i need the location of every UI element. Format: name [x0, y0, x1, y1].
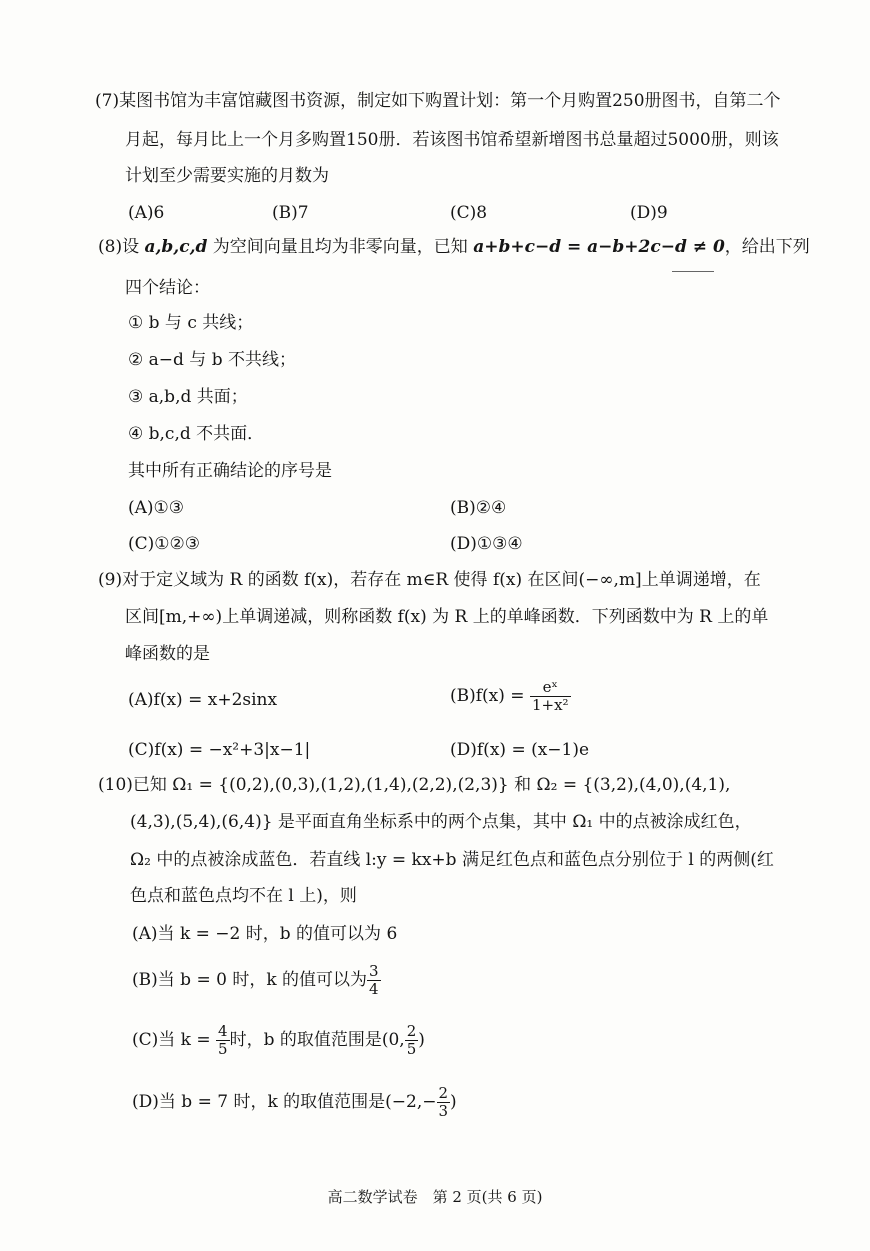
q9-option-a: (A)f(x) = x+2sinx	[128, 690, 278, 710]
q7-option-b: (B)7	[272, 203, 309, 223]
q10-option-c-fraction-b: $\frac{2}{5}$	[406, 1022, 417, 1058]
q8-conclusion-4: ④ b,c,d 不共面．	[128, 424, 265, 444]
q8-line1: (8)设 a,b,c,d 为空间向量且均为非零向量，已知 a+b+c−d = a−b+2c−d ≠ 0，给出下列	[98, 237, 810, 257]
q9-option-b-fraction: $\frac{\text{eˣ}}{\text{1+x²}}$	[531, 678, 569, 714]
q7-line1: (7)某图书馆为丰富馆藏图书资源，制定如下购置计划：第一个月购置250册图书，自第二个	[95, 91, 781, 111]
q8-conclusion-3: ③ a,b,d 共面；	[128, 387, 248, 407]
q10-line4: 色点和蓝色点均不在 l 上)，则	[130, 886, 357, 906]
q8-conclusion-2: ② a−d 与 b 不共线；	[128, 350, 296, 370]
q10-line2: (4,3),(5,4),(6,4)} 是平面直角坐标系中的两个点集，其中 Ω₁ 中的点被涂成红色，	[130, 812, 752, 832]
q7-option-c: (C)8	[450, 203, 488, 223]
q9-option-d: (D)f(x) = (x−1)e	[450, 740, 590, 760]
q10-option-b-fraction: $\frac{3}{4}$	[369, 962, 379, 998]
q9-option-c: (C)f(x) = −x²+3|x−1|	[128, 740, 311, 760]
q7-option-d: (D)9	[630, 203, 668, 223]
q9-line1: (9)对于定义域为 R 的函数 f(x)，若存在 m∈R 使得 f(x) 在区间(−∞,m]上单调递增，在	[98, 570, 761, 590]
q7-line3: 计划至少需要实施的月数为	[125, 166, 329, 186]
q9-line3: 峰函数的是	[125, 644, 210, 664]
q9-line2: 区间[m,+∞)上单调递减，则称函数 f(x) 为 R 上的单峰函数．下列函数中为 R 上的单	[125, 607, 769, 627]
q8-option-b: (B)②④	[450, 498, 507, 518]
q8-option-a: (A)①③	[128, 498, 185, 518]
page-footer: 高二数学试卷 第 2 页(共 6 页)	[327, 1188, 543, 1206]
q10-option-b: (B)当 b = 0 时，k 的值可以为 $\frac{3}{4}$	[132, 962, 379, 998]
q7-line2: 月起，每月比上一个月多购置150册．若该图书馆希望新增图书总量超过5000册，则该	[125, 130, 779, 150]
q10-line3: Ω₂ 中的点被涂成蓝色．若直线 l:y = kx+b 满足红色点和蓝色点分别位于 l 的两侧(红	[130, 850, 774, 870]
q10-option-c: (C)当 k = $\frac{4}{5}$ 时，b 的取值范围是(0, $\frac{2}{5}$ )	[132, 1022, 425, 1058]
q10-option-a: (A)当 k = −2 时，b 的值可以为 6	[132, 924, 398, 944]
q8-option-c: (C)①②③	[128, 534, 200, 554]
q8-line2: 四个结论：	[125, 278, 210, 298]
q10-option-d: (D)当 b = 7 时，k 的取值范围是(−2,− $\frac{2}{3}$ )	[132, 1084, 457, 1120]
q8-option-d: (D)①③④	[450, 534, 523, 554]
pen-mark	[672, 271, 714, 272]
q10-line1: (10)已知 Ω₁ = {(0,2),(0,3),(1,2),(1,4),(2,2),(2,3)} 和 Ω₂ = {(3,2),(4,0),(4,1),	[98, 775, 731, 795]
q8-ask: 其中所有正确结论的序号是	[128, 461, 332, 481]
q10-option-d-fraction: $\frac{2}{3}$	[438, 1084, 449, 1120]
q8-conclusion-1: ① b 与 c 共线；	[128, 313, 254, 333]
q7-option-a: (A)6	[128, 203, 165, 223]
q10-option-c-fraction-k: $\frac{4}{5}$	[218, 1022, 228, 1058]
q9-option-b: (B)f(x) = $\frac{\text{eˣ}}{\text{1+x²}}$	[450, 678, 569, 714]
